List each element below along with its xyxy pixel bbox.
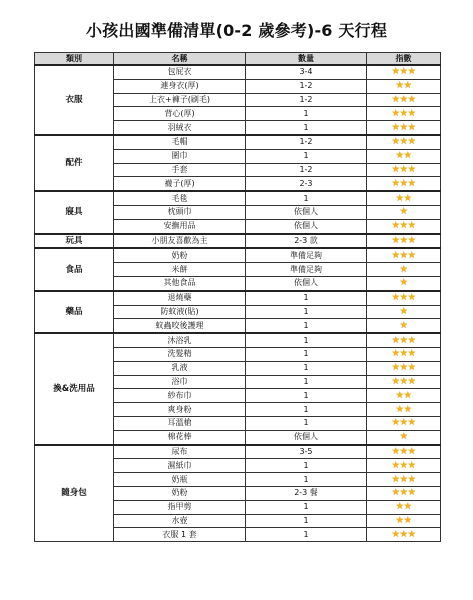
item-name-cell: 毛帽	[114, 135, 246, 149]
item-quantity-cell: 1	[246, 333, 367, 347]
item-rating-cell	[367, 333, 441, 347]
item-rating-cell	[367, 319, 441, 333]
item-name-cell: 洗髮精	[114, 347, 246, 361]
item-rating-cell	[367, 234, 441, 249]
star-rating-icon: ★★	[395, 192, 412, 204]
item-rating-cell	[367, 459, 441, 473]
item-name-cell: 耳溫槍	[114, 416, 246, 430]
header-name: 名稱	[114, 53, 246, 66]
item-rating-cell	[367, 473, 441, 487]
star-rating-icon: ★★★	[391, 459, 416, 471]
item-rating-cell	[367, 500, 441, 514]
item-name-cell: 奶粉	[114, 486, 246, 500]
item-rating-cell	[367, 430, 441, 444]
item-rating-cell	[367, 528, 441, 542]
item-name-cell: 指甲剪	[114, 500, 246, 514]
item-rating-cell	[367, 149, 441, 163]
star-rating-icon: ★★	[395, 403, 412, 415]
item-name-cell: 羽絨衣	[114, 121, 246, 135]
header-rating: 指數	[367, 53, 441, 66]
item-name-cell: 浴巾	[114, 375, 246, 389]
item-rating-cell	[367, 486, 441, 500]
item-name-cell: 米餅	[114, 263, 246, 277]
category-cell: 衣服	[35, 65, 114, 135]
item-rating-cell	[367, 263, 441, 277]
item-rating-cell	[367, 65, 441, 79]
star-rating-icon: ★★	[395, 389, 412, 401]
item-quantity-cell: 依個人	[246, 276, 367, 290]
star-rating-icon: ★★★	[391, 93, 416, 105]
item-rating-cell	[367, 79, 441, 93]
item-quantity-cell: 3-4	[246, 65, 367, 79]
item-name-cell: 毛毯	[114, 191, 246, 205]
page-title: 小孩出國準備清單(0-2 歲參考)-6 天行程	[85, 21, 388, 40]
item-rating-cell	[367, 291, 441, 305]
item-quantity-cell: 1	[246, 347, 367, 361]
item-quantity-cell: 3-5	[246, 445, 367, 459]
item-name-cell: 圍巾	[114, 149, 246, 163]
header-quantity: 數量	[246, 53, 367, 66]
star-rating-icon: ★★★	[391, 249, 416, 261]
table-body	[35, 65, 441, 542]
item-name-cell: 濕紙巾	[114, 459, 246, 473]
category-cell: 食品	[35, 248, 114, 290]
star-rating-icon: ★★★	[391, 473, 416, 485]
item-quantity-cell: 1	[246, 149, 367, 163]
item-quantity-cell: 2-3 餐	[246, 486, 367, 500]
item-rating-cell	[367, 514, 441, 528]
star-rating-icon: ★★★	[391, 292, 416, 304]
item-rating-cell	[367, 191, 441, 205]
category-cell: 玩具	[35, 234, 114, 249]
item-name-cell: 枕頭巾	[114, 205, 246, 219]
star-rating-icon: ★★★	[391, 334, 416, 346]
item-quantity-cell: 1	[246, 528, 367, 542]
item-name-cell: 背心(厚)	[114, 107, 246, 121]
item-quantity-cell: 準備足夠	[246, 263, 367, 277]
item-name-cell: 安撫用品	[114, 219, 246, 233]
star-rating-icon: ★	[399, 263, 408, 275]
item-rating-cell	[367, 361, 441, 375]
item-quantity-cell: 1	[246, 514, 367, 528]
star-rating-icon: ★	[399, 277, 408, 289]
item-rating-cell	[367, 375, 441, 389]
star-rating-icon: ★★★	[391, 528, 416, 540]
table-row	[35, 135, 441, 149]
table-row	[35, 445, 441, 459]
item-quantity-cell: 準備足夠	[246, 248, 367, 262]
item-name-cell: 衣服 1 套	[114, 528, 246, 542]
item-name-cell: 防蚊液(貼)	[114, 305, 246, 319]
item-name-cell: 奶瓶	[114, 473, 246, 487]
item-name-cell: 棉花棒	[114, 430, 246, 444]
item-quantity-cell: 1	[246, 473, 367, 487]
item-rating-cell	[367, 121, 441, 135]
item-rating-cell	[367, 347, 441, 361]
star-rating-icon: ★★	[395, 514, 412, 526]
star-rating-icon: ★	[399, 431, 408, 443]
item-quantity-cell: 1	[246, 416, 367, 430]
item-quantity-cell: 1-2	[246, 135, 367, 149]
item-rating-cell	[367, 416, 441, 430]
star-rating-icon: ★	[399, 305, 408, 317]
item-rating-cell	[367, 403, 441, 417]
item-name-cell: 手套	[114, 163, 246, 177]
item-name-cell: 其他食品	[114, 276, 246, 290]
star-rating-icon: ★★★	[391, 121, 416, 133]
item-name-cell: 乳液	[114, 361, 246, 375]
table-row	[35, 234, 441, 249]
category-cell: 配件	[35, 135, 114, 191]
star-rating-icon: ★★★	[391, 348, 416, 360]
table-header-row	[35, 53, 441, 66]
item-quantity-cell: 1	[246, 121, 367, 135]
item-quantity-cell: 1	[246, 319, 367, 333]
item-rating-cell	[367, 276, 441, 290]
item-rating-cell	[367, 135, 441, 149]
star-rating-icon: ★★★	[391, 107, 416, 119]
item-quantity-cell: 1	[246, 500, 367, 514]
star-rating-icon: ★★★	[391, 417, 416, 429]
item-name-cell: 襪子(厚)	[114, 177, 246, 191]
item-rating-cell	[367, 177, 441, 191]
star-rating-icon: ★	[399, 206, 408, 218]
item-rating-cell	[367, 248, 441, 262]
star-rating-icon: ★★★	[391, 136, 416, 148]
item-name-cell: 上衣+褲子(刷毛)	[114, 93, 246, 107]
item-quantity-cell: 1	[246, 459, 367, 473]
item-name-cell: 水壺	[114, 514, 246, 528]
star-rating-icon: ★	[399, 319, 408, 331]
item-quantity-cell: 1	[246, 191, 367, 205]
item-name-cell: 小朋友喜歡為主	[114, 234, 246, 249]
table-row	[35, 65, 441, 79]
item-quantity-cell: 依個人	[246, 219, 367, 233]
star-rating-icon: ★★	[395, 501, 412, 513]
item-quantity-cell: 2-3 款	[246, 234, 367, 249]
star-rating-icon: ★★★	[391, 445, 416, 457]
item-rating-cell	[367, 163, 441, 177]
item-quantity-cell: 1	[246, 305, 367, 319]
header-category: 類別	[35, 53, 114, 66]
item-name-cell: 連身衣(厚)	[114, 79, 246, 93]
item-name-cell: 紗布巾	[114, 389, 246, 403]
item-name-cell: 包屁衣	[114, 65, 246, 79]
item-name-cell: 奶粉	[114, 248, 246, 262]
category-cell: 寢具	[35, 191, 114, 233]
star-rating-icon: ★★★	[391, 66, 416, 78]
item-name-cell: 爽身粉	[114, 403, 246, 417]
item-rating-cell	[367, 389, 441, 403]
item-quantity-cell: 1-2	[246, 93, 367, 107]
star-rating-icon: ★★★	[391, 163, 416, 175]
checklist-table	[34, 52, 441, 542]
item-quantity-cell: 1	[246, 291, 367, 305]
star-rating-icon: ★★	[395, 80, 412, 92]
item-quantity-cell: 1	[246, 107, 367, 121]
item-rating-cell	[367, 107, 441, 121]
table-row	[35, 248, 441, 262]
item-rating-cell	[367, 205, 441, 219]
item-rating-cell	[367, 93, 441, 107]
table-row	[35, 191, 441, 205]
star-rating-icon: ★★	[395, 150, 412, 162]
star-rating-icon: ★★★	[391, 362, 416, 374]
item-quantity-cell: 1	[246, 389, 367, 403]
item-name-cell: 沐浴乳	[114, 333, 246, 347]
category-cell: 藥品	[35, 291, 114, 333]
item-name-cell: 退燒藥	[114, 291, 246, 305]
item-quantity-cell: 1	[246, 375, 367, 389]
item-quantity-cell: 2-3	[246, 177, 367, 191]
item-quantity-cell: 依個人	[246, 205, 367, 219]
table-row	[35, 333, 441, 347]
category-cell: 隨身包	[35, 445, 114, 542]
item-quantity-cell: 1-2	[246, 79, 367, 93]
item-quantity-cell: 1-2	[246, 163, 367, 177]
star-rating-icon: ★★★	[391, 234, 416, 246]
category-cell: 換&洗用品	[35, 333, 114, 444]
star-rating-icon: ★★★	[391, 177, 416, 189]
item-quantity-cell: 1	[246, 361, 367, 375]
item-name-cell: 尿布	[114, 445, 246, 459]
star-rating-icon: ★★★	[391, 375, 416, 387]
item-rating-cell	[367, 305, 441, 319]
item-name-cell: 蚊蟲咬後護理	[114, 319, 246, 333]
item-rating-cell	[367, 445, 441, 459]
item-rating-cell	[367, 219, 441, 233]
star-rating-icon: ★★★	[391, 220, 416, 232]
star-rating-icon: ★★★	[391, 487, 416, 499]
item-quantity-cell: 依個人	[246, 430, 367, 444]
table-row	[35, 291, 441, 305]
item-quantity-cell: 1	[246, 403, 367, 417]
